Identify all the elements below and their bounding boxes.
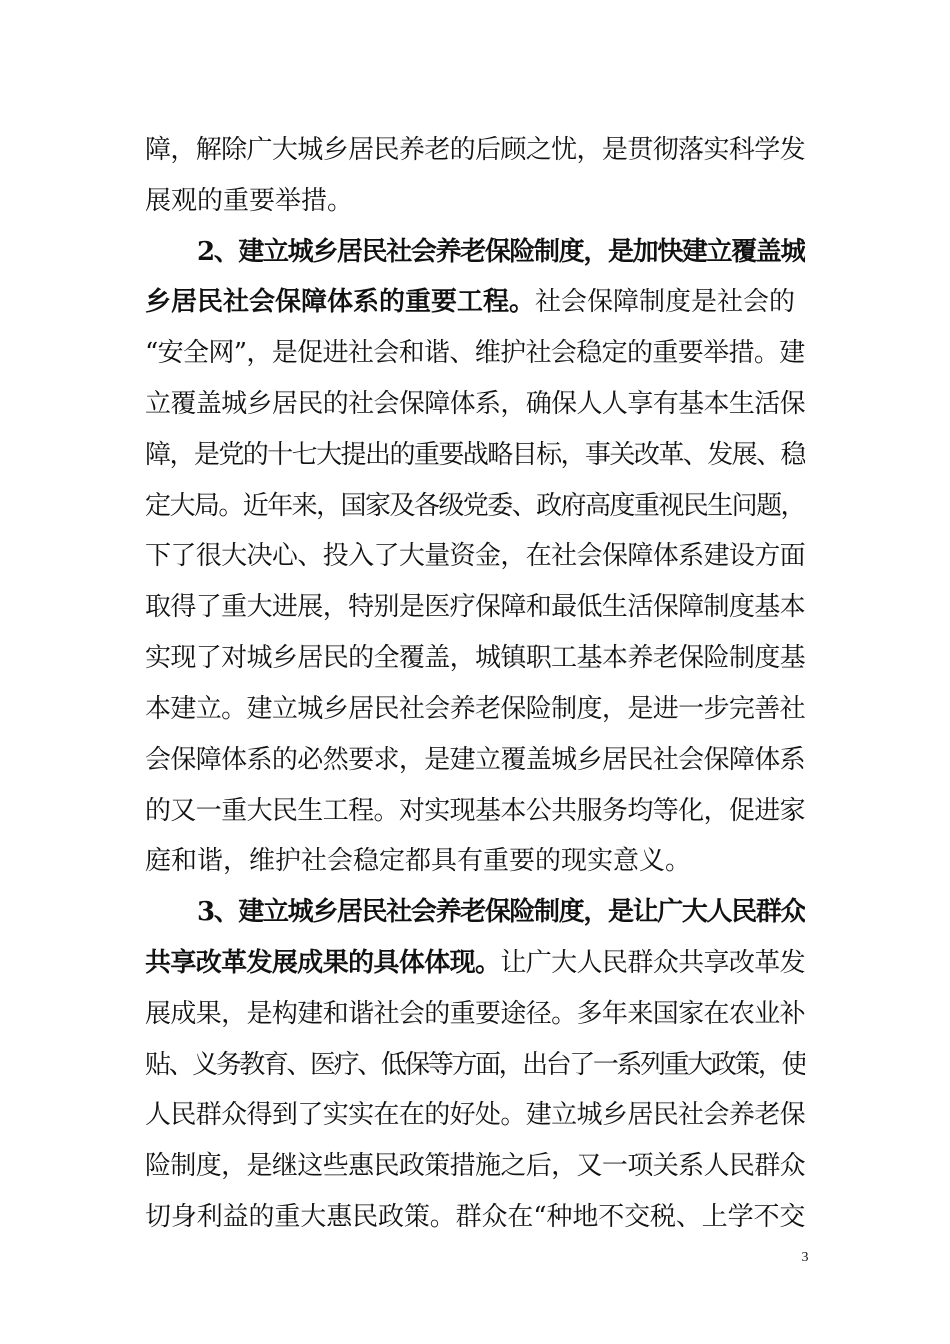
text-line: 立覆盖城乡居民的社会保障体系，确保人人享有基本生活保 <box>145 389 805 419</box>
section-heading-2-continued: 乡居民社会保障体系的重要工程。社会保障制度是社会的 <box>145 287 796 317</box>
text-line: 人民群众得到了实实在在的好处。建立城乡居民社会养老保 <box>145 1100 805 1130</box>
text-line: 实现了对城乡居民的全覆盖，城镇职工基本养老保险制度基 <box>145 643 805 673</box>
text-line: 定大局。近年来，国家及各级党委、政府高度重视民生问题， <box>145 491 805 521</box>
text-line: 贴、义务教育、医疗、低保等方面，出台了一系列重大政策，使 <box>145 1050 805 1080</box>
text-line: 障，解除广大城乡居民养老的后顾之忧，是贯彻落实科学发 <box>145 135 805 165</box>
section-heading-2: 2、建立城乡居民社会养老保险制度，是加快建立覆盖城 <box>197 237 805 267</box>
text-line: 会保障体系的必然要求，是建立覆盖城乡居民社会保障体系 <box>145 745 805 775</box>
text-line: 取得了重大进展，特别是医疗保障和最低生活保障制度基本 <box>145 592 805 622</box>
text-line: 的又一重大民生工程。对实现基本公共服务均等化，促进家 <box>145 796 805 826</box>
text-line: 切身利益的重大惠民政策。群众在“种地不交税、上学不交 <box>145 1202 805 1232</box>
section-heading-3-continued: 共享改革发展成果的具体体现。让广大人民群众共享改革发 <box>145 948 805 978</box>
text-line: 展观的重要举措。 <box>145 186 354 216</box>
text-line: “安全网”，是促进社会和谐、维护社会稳定的重要举措。建 <box>145 338 805 368</box>
text-line: 险制度，是继这些惠民政策措施之后，又一项关系人民群众 <box>145 1151 805 1181</box>
text-line: 庭和谐，维护社会稳定都具有重要的现实意义。 <box>145 846 692 876</box>
text-line: 下了很大决心、投入了大量资金，在社会保障体系建设方面 <box>145 541 805 571</box>
text-line: 展成果，是构建和谐社会的重要途径。多年来国家在农业补 <box>145 999 805 1029</box>
section-heading-3: 3、建立城乡居民社会养老保险制度，是让广大人民群众 <box>197 897 805 927</box>
text-line: 本建立。建立城乡居民社会养老保险制度，是进一步完善社 <box>145 694 805 724</box>
text-line: 障，是党的十七大提出的重要战略目标，事关改革、发展、稳 <box>145 440 805 470</box>
page-number: 3 <box>801 1250 809 1265</box>
